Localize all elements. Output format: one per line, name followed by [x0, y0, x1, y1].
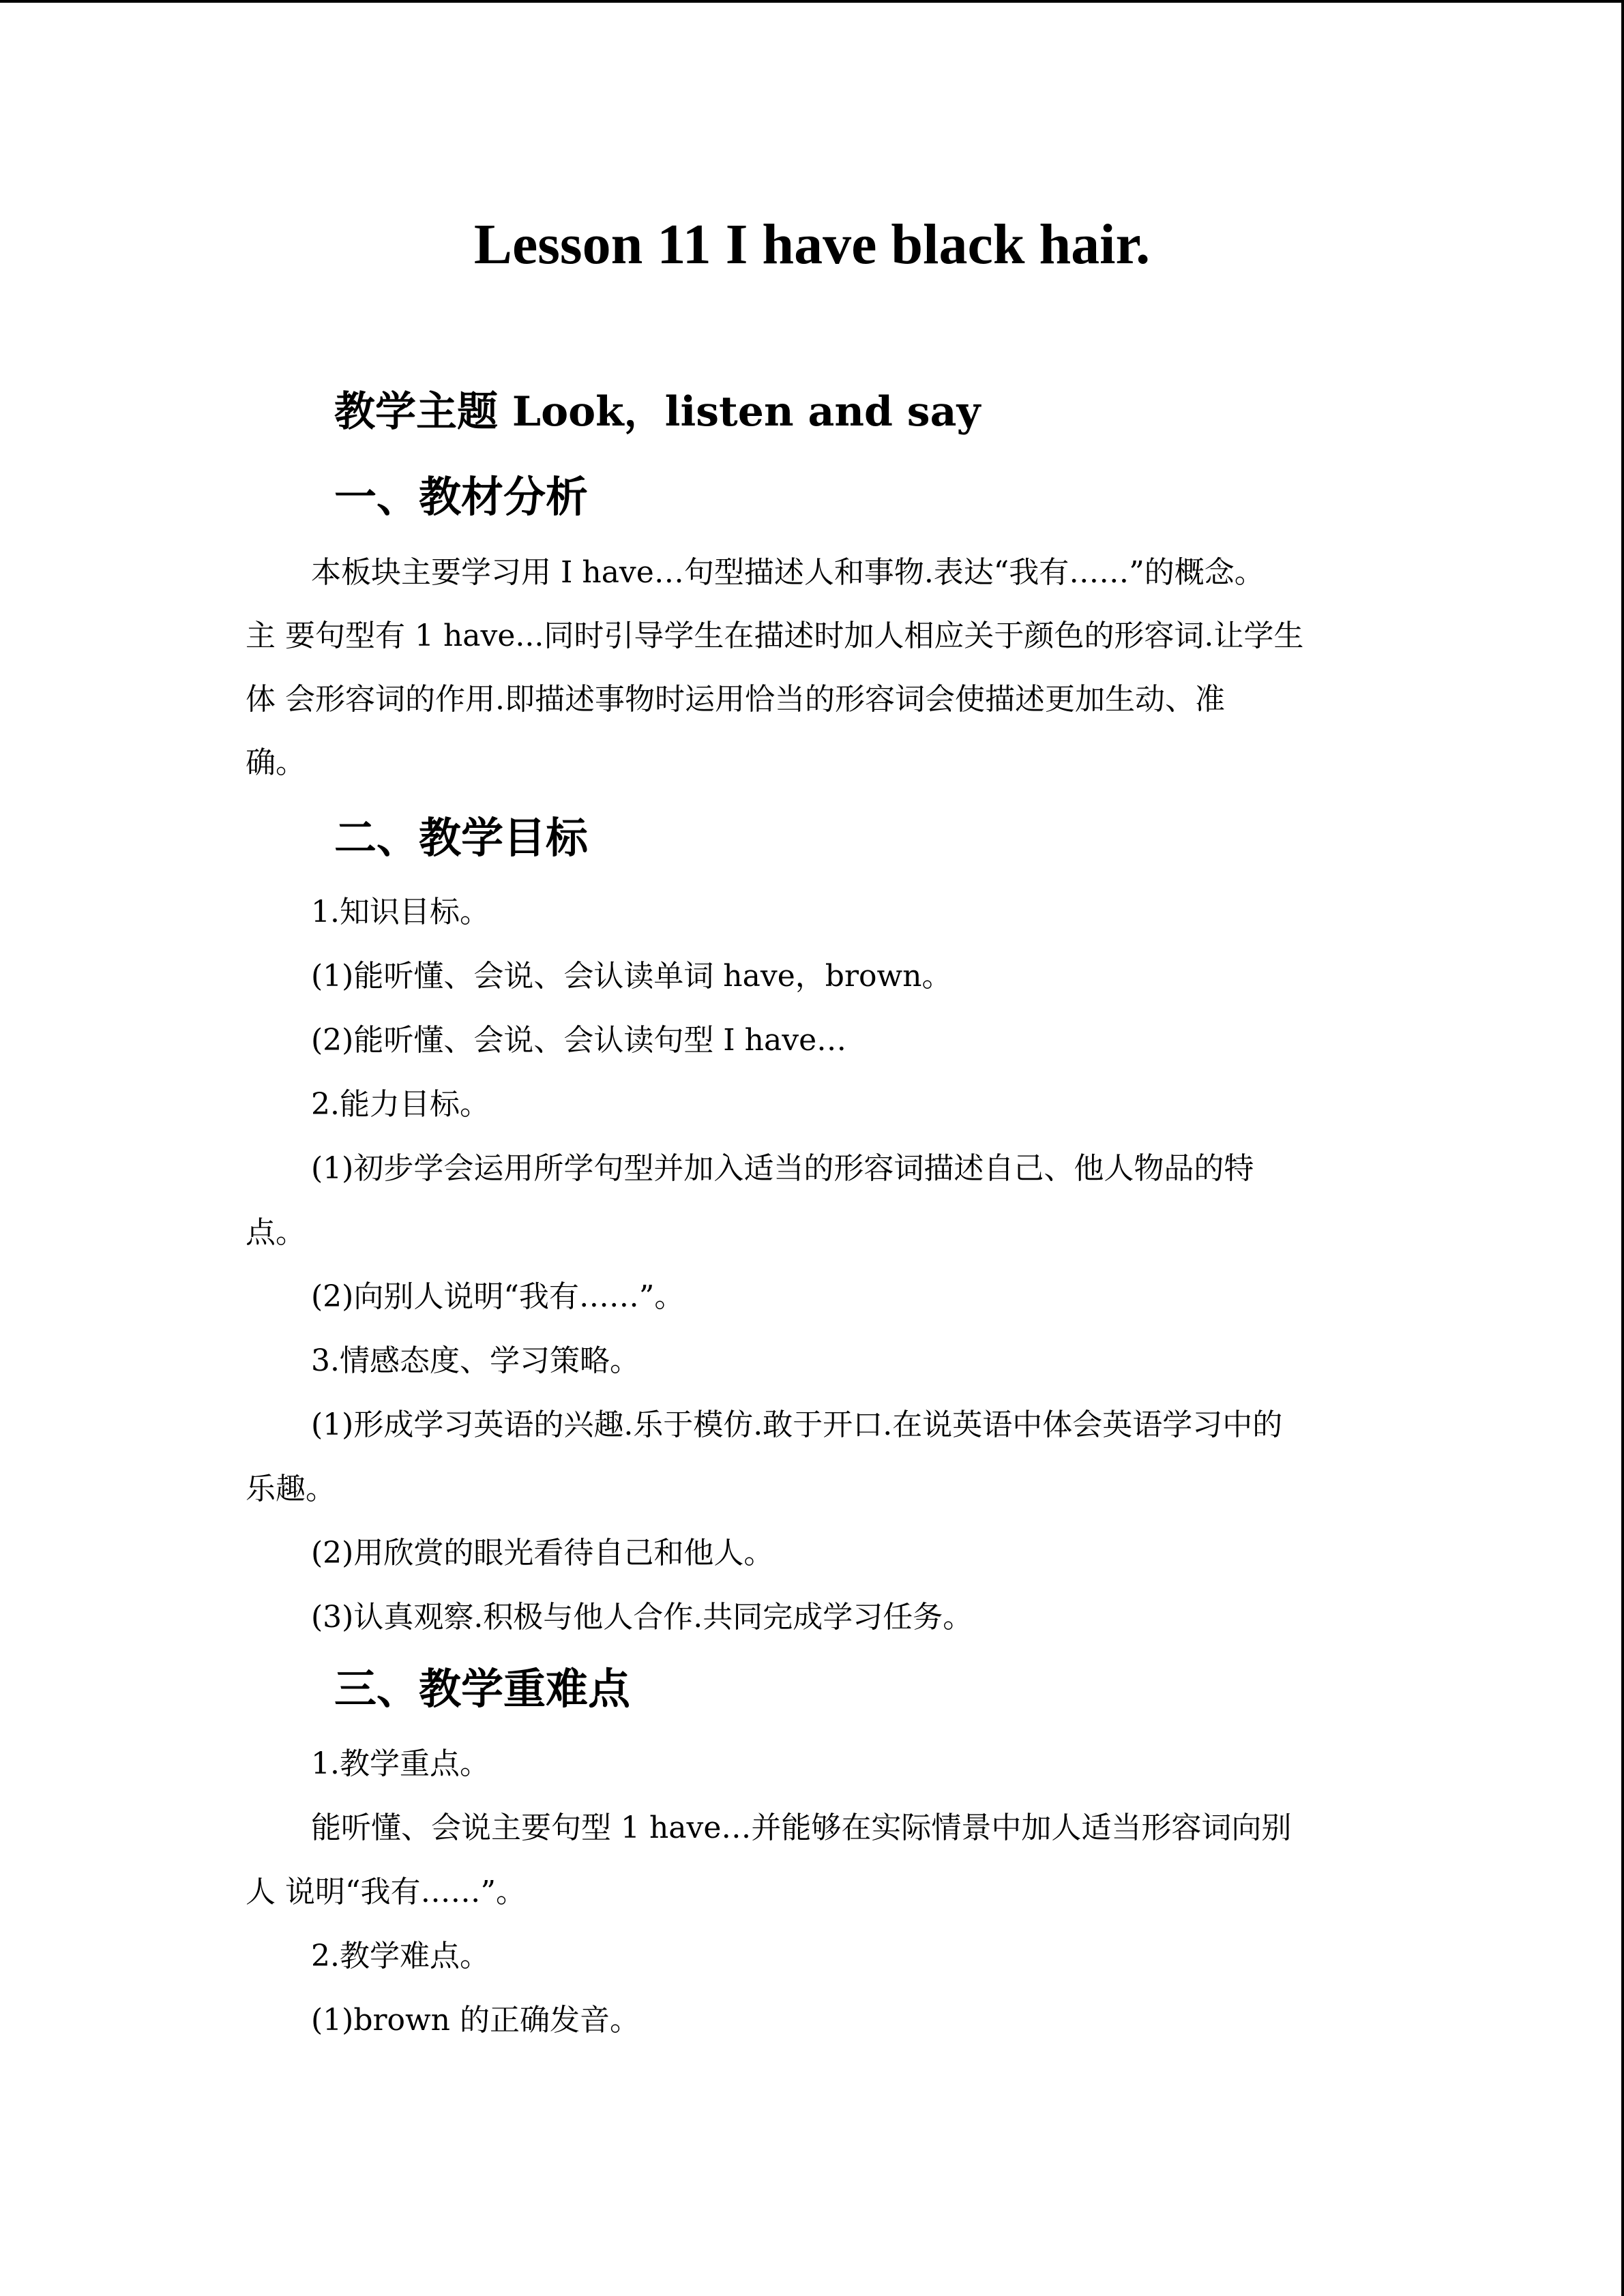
objective-line: (2)用欣赏的眼光看待自己和他人。 [311, 1536, 774, 1570]
objective-line: (2)向别人说明“我有……”。 [311, 1279, 685, 1314]
objective-line: (1)能听懂、会说、会认读单词 have，brown。 [311, 959, 952, 994]
key-point-line: 2.教学难点。 [311, 1939, 490, 1973]
key-point-line: 能听懂、会说主要句型 1 have…并能够在实际情景中加人适当形容词向别 [311, 1810, 1292, 1845]
key-point-line: 1.教学重点。 [311, 1746, 490, 1781]
key-point-line: (1)brown 的正确发音。 [311, 2003, 640, 2038]
paragraph-line: 本板块主要学习用 I have…句型描述人和事物.表达“我有……”的概念。 [311, 555, 1265, 590]
objective-line: (1)形成学习英语的兴趣.乐于模仿.敢于开口.在说英语中体会英语学习中的 [311, 1407, 1283, 1442]
key-point-line: 人 说明“我有……”。 [246, 1875, 526, 1909]
paragraph-line: 主 要句型有 1 have...同时引导学生在描述时加人相应关于颜色的形容词.让学生 [246, 618, 1304, 653]
objective-line: (2)能听懂、会说、会认读句型 I have… [311, 1023, 847, 1058]
objective-line: (1)初步学会运用所学句型并加入适当的形容词描述自己、他人物品的特 [311, 1151, 1254, 1186]
objective-line: (3)认真观察.积极与他人合作.共同完成学习任务。 [311, 1600, 973, 1635]
paragraph-line: 体 会形容词的作用.即描述事物时运用恰当的形容词会使描述更加生动、准 [246, 682, 1225, 717]
section-heading-teaching-objectives: 二、教学目标 [334, 813, 589, 863]
objective-line: 1.知识目标。 [311, 895, 490, 929]
objective-line: 3.情感态度、学习策略。 [311, 1343, 640, 1378]
objective-line: 乐趣。 [246, 1472, 336, 1506]
objective-line: 2.能力目标。 [311, 1087, 490, 1122]
section-heading-key-difficult-points: 三、教学重难点 [334, 1664, 631, 1714]
document-title: Lesson 11 I have black hair. [473, 213, 1151, 276]
teaching-theme: 教学主题 Look，listen and say [334, 388, 981, 436]
objective-line: 点。 [246, 1215, 306, 1250]
paragraph-line: 确。 [246, 745, 306, 780]
section-heading-materials-analysis: 一、教材分析 [334, 472, 589, 522]
